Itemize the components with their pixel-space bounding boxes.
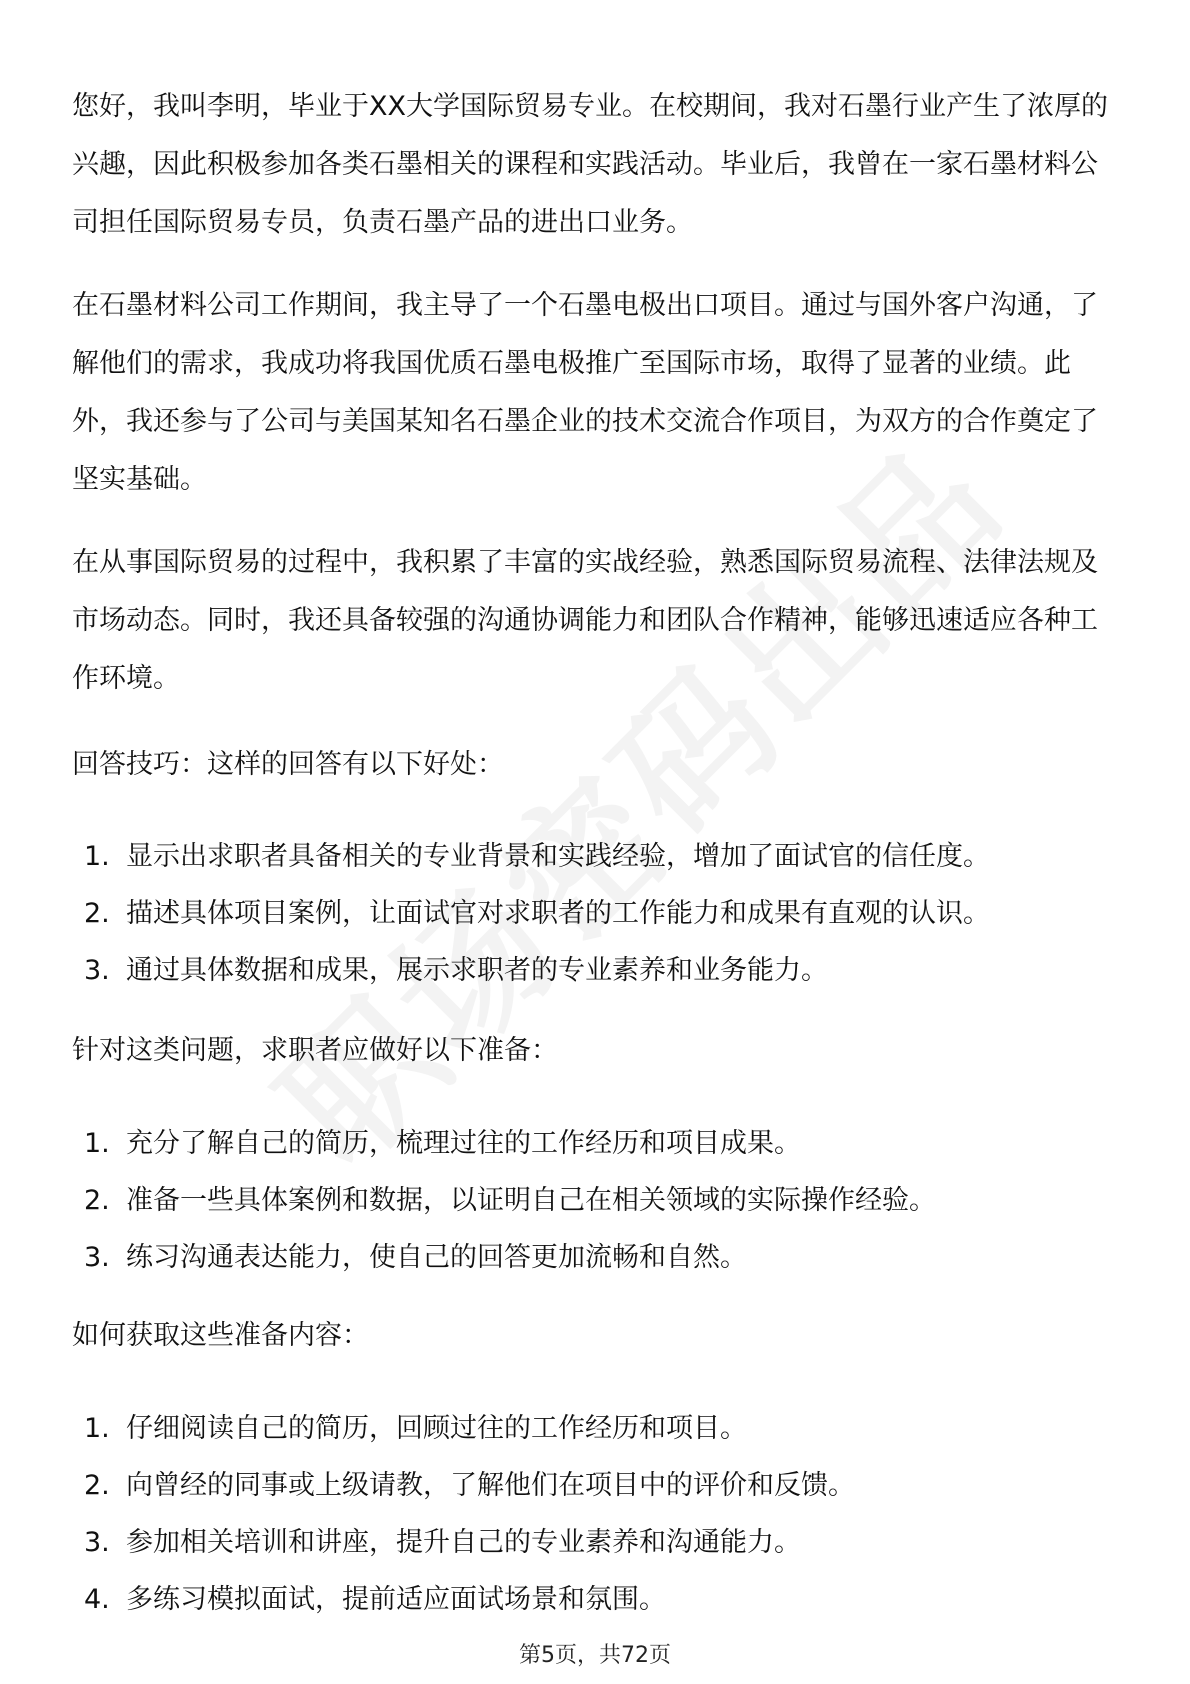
list-item-number: 1. bbox=[84, 1128, 110, 1159]
paragraph-intro: 您好，我叫李明，毕业于XX大学国际贸易专业。在校期间，我对石墨行业产生了浓厚的兴趣，因此积极参加各类石墨相关的课程和实践活动。毕业后，我曾在一家石墨材料公司担任国际贸易专员，负责石墨产品的进出口业务。 bbox=[72, 91, 1108, 238]
list-item-number: 3. bbox=[84, 955, 110, 986]
list-item-text: 显示出求职者具备相关的专业背景和实践经验，增加了面试官的信任度。 bbox=[126, 841, 990, 872]
list-item-number: 1. bbox=[84, 841, 110, 872]
list-item-text: 向曾经的同事或上级请教，了解他们在项目中的评价和反馈。 bbox=[126, 1470, 855, 1501]
list-item-number: 2. bbox=[84, 898, 110, 929]
list-item bbox=[84, 885, 1124, 942]
section-heading-how-to-obtain: 如何获取这些准备内容： bbox=[72, 1320, 369, 1351]
list-item-number: 3. bbox=[84, 1242, 110, 1273]
list-item-text: 充分了解自己的简历，梳理过往的工作经历和项目成果。 bbox=[126, 1128, 801, 1159]
list-item bbox=[84, 1400, 1124, 1457]
list-item-number: 1. bbox=[84, 1413, 110, 1444]
list-item bbox=[84, 1115, 1124, 1172]
list-item-text: 通过具体数据和成果，展示求职者的专业素养和业务能力。 bbox=[126, 955, 828, 986]
list-item-number: 4. bbox=[84, 1584, 110, 1615]
list-item-text: 练习沟通表达能力，使自己的回答更加流畅和自然。 bbox=[126, 1242, 747, 1273]
list-item bbox=[84, 828, 1124, 885]
preparation-list bbox=[84, 1115, 1124, 1286]
paragraph-experience: 在从事国际贸易的过程中，我积累了丰富的实战经验，熟悉国际贸易流程、法律法规及市场动态。同时，我还具备较强的沟通协调能力和团队合作精神，能够迅速适应各种工作环境。 bbox=[72, 547, 1098, 694]
list-item bbox=[84, 1229, 1124, 1286]
list-item bbox=[84, 1514, 1124, 1571]
list-item-text: 准备一些具体案例和数据，以证明自己在相关领域的实际操作经验。 bbox=[126, 1185, 936, 1216]
how-to-obtain-list bbox=[84, 1400, 1124, 1628]
list-item-text: 多练习模拟面试，提前适应面试场景和氛围。 bbox=[126, 1584, 666, 1615]
list-item-number: 2. bbox=[84, 1185, 110, 1216]
list-item bbox=[84, 1457, 1124, 1514]
list-item-text: 参加相关培训和讲座，提升自己的专业素养和沟通能力。 bbox=[126, 1527, 801, 1558]
list-item bbox=[84, 1172, 1124, 1229]
list-item-number: 3. bbox=[84, 1527, 110, 1558]
list-item-text: 描述具体项目案例，让面试官对求职者的工作能力和成果有直观的认识。 bbox=[126, 898, 990, 929]
watermark bbox=[225, 413, 1014, 1202]
list-item-text: 仔细阅读自己的简历，回顾过往的工作经历和项目。 bbox=[126, 1413, 747, 1444]
list-item bbox=[84, 942, 1124, 999]
page-number: 第5页，共72页 bbox=[519, 1643, 671, 1668]
list-item bbox=[84, 1571, 1124, 1628]
list-item-number: 2. bbox=[84, 1470, 110, 1501]
section-heading-tips: 回答技巧：这样的回答有以下好处： bbox=[72, 749, 504, 780]
paragraph-project: 在石墨材料公司工作期间，我主导了一个石墨电极出口项目。通过与国外客户沟通，了解他们的需求，我成功将我国优质石墨电极推广至国际市场，取得了显著的业绩。此外，我还参与了公司与美国某知名石墨企业的技术交流合作项目，为双方的合作奠定了坚实基础。 bbox=[72, 290, 1098, 495]
tips-list bbox=[84, 828, 1124, 999]
section-heading-preparation: 针对这类问题，求职者应做好以下准备： bbox=[72, 1035, 558, 1066]
